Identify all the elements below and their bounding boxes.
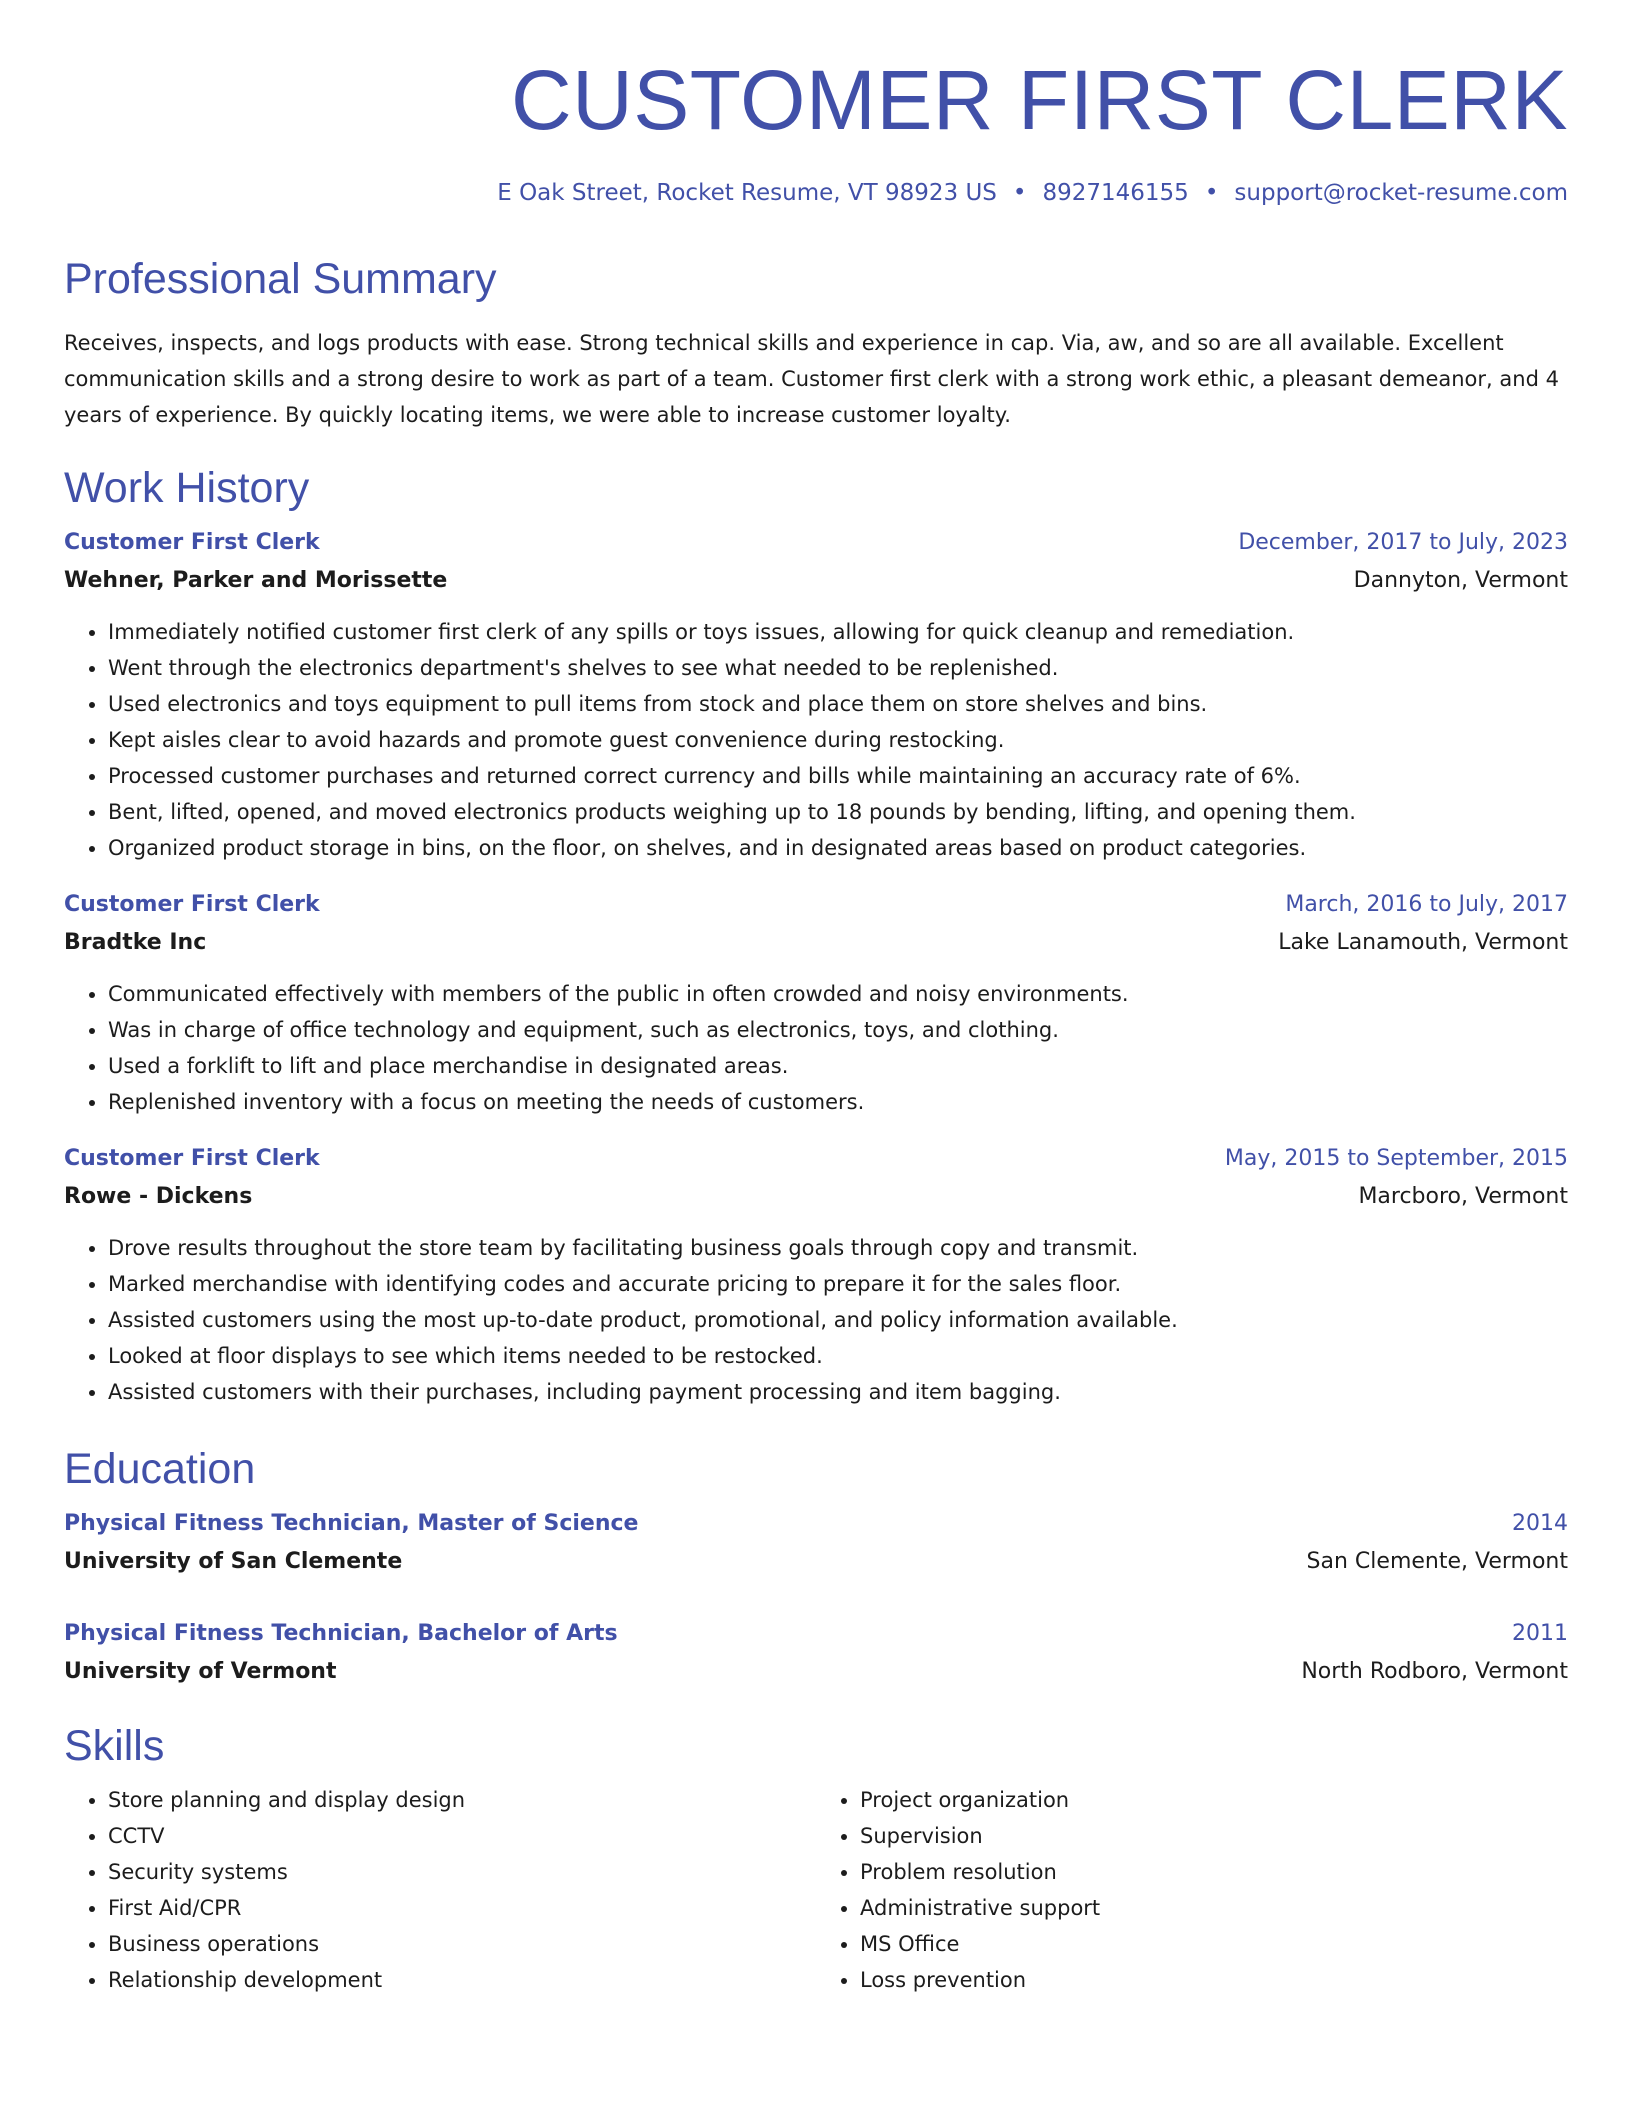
list-item: • Bent, lifted, opened, and moved electronics products weighing up to 18 pounds by bending, lifting, and opening them. [108, 794, 1568, 830]
job-entry [64, 1140, 1568, 1410]
job-header [64, 524, 1568, 562]
job-dates: May, 2015 to September, 2015 [1224, 1146, 1568, 1171]
address: E Oak Street, Rocket Resume, VT 98923 US [497, 180, 997, 206]
list-item: • Drove results throughout the store team by facilitating business goals through copy and transmit. [108, 1230, 1568, 1266]
job-company: Bradtke Inc [64, 930, 207, 955]
education-subheader [64, 1653, 1568, 1691]
contact-line [64, 180, 1568, 206]
list-item: • Immediately notified customer first clerk of any spills or toys issues, allowing for quick cleanup and remediation. [108, 614, 1568, 650]
job-title: Customer First Clerk [64, 530, 320, 555]
education-header [64, 1505, 1568, 1543]
skills-column-right [816, 1782, 1568, 1998]
job-title: Customer First Clerk [64, 1146, 320, 1171]
job-entry [64, 524, 1568, 866]
skill-item: • Store planning and display design [108, 1782, 816, 1818]
job-bullets [64, 614, 1568, 866]
job-location: Lake Lanamouth, Vermont [1278, 930, 1568, 955]
job-company: Wehner, Parker and Morissette [64, 568, 448, 593]
job-header [64, 886, 1568, 924]
education-entry [64, 1615, 1568, 1691]
degree: Physical Fitness Technician, Bachelor of Arts [64, 1621, 618, 1646]
summary-heading: Professional Summary [64, 255, 497, 303]
job-subheader [64, 924, 1568, 962]
school-name: University of Vermont [64, 1659, 337, 1684]
job-location: Dannyton, Vermont [1353, 568, 1568, 593]
skills-list [64, 1782, 1568, 1998]
list-item: • Used a forklift to lift and place merchandise in designated areas. [108, 1048, 1568, 1084]
separator-dot: • [1012, 180, 1027, 206]
list-item: • Went through the electronics department's shelves to see what needed to be replenished. [108, 650, 1568, 686]
skill-item: • First Aid/CPR [108, 1890, 816, 1926]
graduation-year: 2014 [1512, 1511, 1568, 1536]
job-entry [64, 886, 1568, 1120]
skill-item: • Relationship development [108, 1962, 816, 1998]
list-item: • Kept aisles clear to avoid hazards and promote guest convenience during restocking. [108, 722, 1568, 758]
job-bullets [64, 976, 1568, 1120]
list-item: • Was in charge of office technology and equipment, such as electronics, toys, and clothing. [108, 1012, 1568, 1048]
job-dates: December, 2017 to July, 2023 [1238, 530, 1568, 555]
work-history-heading: Work History [64, 464, 310, 512]
graduation-year: 2011 [1512, 1621, 1568, 1646]
skills-column-left [64, 1782, 816, 1998]
job-dates: March, 2016 to July, 2017 [1285, 892, 1568, 917]
school-location: San Clemente, Vermont [1306, 1549, 1568, 1574]
list-item: • Looked at floor displays to see which items needed to be restocked. [108, 1338, 1568, 1374]
resume-page [64, 0, 1568, 1998]
school-name: University of San Clemente [64, 1549, 403, 1574]
skill-item: • CCTV [108, 1818, 816, 1854]
job-subheader [64, 562, 1568, 600]
job-header [64, 1140, 1568, 1178]
education-heading: Education [64, 1445, 256, 1493]
job-company: Rowe - Dickens [64, 1184, 253, 1209]
list-item: • Communicated effectively with members of the public in often crowded and noisy environments. [108, 976, 1568, 1012]
summary-text: Receives, inspects, and logs products with ease. Strong technical skills and experience in cap. Via, aw, and so are all available. Excellent communication skills and a strong desire to work as part of a team. Customer first clerk with a strong work ethic, a pleasant demeanor, and 4 years of experience. By quickly locating items, we were able to increase customer loyalty. [64, 331, 1559, 427]
list-item: • Organized product storage in bins, on the floor, on shelves, and in designated areas based on product categories. [108, 830, 1568, 866]
education-subheader [64, 1543, 1568, 1581]
skills-heading: Skills [64, 1722, 165, 1770]
skill-item: • Project organization [860, 1782, 1568, 1818]
list-item: • Assisted customers using the most up-to-date product, promotional, and policy information available. [108, 1302, 1568, 1338]
list-item: • Replenished inventory with a focus on meeting the needs of customers. [108, 1084, 1568, 1120]
separator-dot: • [1204, 180, 1219, 206]
job-title: Customer First Clerk [64, 892, 320, 917]
skill-item: • Administrative support [860, 1890, 1568, 1926]
list-item: • Marked merchandise with identifying codes and accurate pricing to prepare it for the sales floor. [108, 1266, 1568, 1302]
skill-item: • Supervision [860, 1818, 1568, 1854]
job-subheader [64, 1178, 1568, 1216]
job-location: Marcboro, Vermont [1358, 1184, 1568, 1209]
skill-item: • MS Office [860, 1926, 1568, 1962]
skill-item: • Loss prevention [860, 1962, 1568, 1998]
candidate-name: CUSTOMER FIRST CLERK [510, 53, 1568, 147]
list-item: • Processed customer purchases and returned correct currency and bills while maintaining an accuracy rate of 6%. [108, 758, 1568, 794]
skill-item: • Security systems [108, 1854, 816, 1890]
skill-item: • Problem resolution [860, 1854, 1568, 1890]
education-header [64, 1615, 1568, 1653]
skill-item: • Business operations [108, 1926, 816, 1962]
degree: Physical Fitness Technician, Master of Science [64, 1511, 639, 1536]
job-bullets [64, 1230, 1568, 1410]
email-link[interactable]: support@rocket-resume.com [1234, 180, 1568, 206]
phone: 8927146155 [1042, 180, 1189, 206]
list-item: • Assisted customers with their purchases, including payment processing and item bagging. [108, 1374, 1568, 1410]
education-entry [64, 1505, 1568, 1581]
school-location: North Rodboro, Vermont [1301, 1659, 1568, 1684]
list-item: • Used electronics and toys equipment to pull items from stock and place them on store shelves and bins. [108, 686, 1568, 722]
